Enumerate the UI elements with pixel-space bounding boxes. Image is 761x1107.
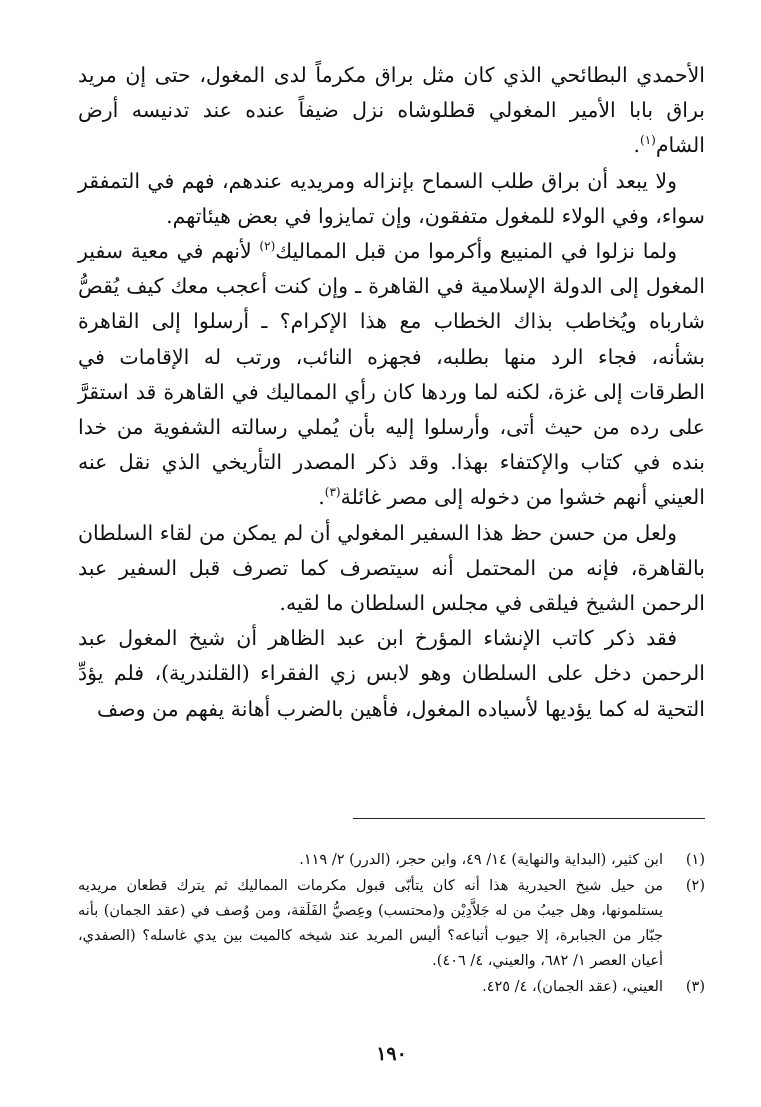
- footnote-1: [78, 848, 705, 873]
- footnote-divider: [353, 818, 705, 819]
- footnote-3: [78, 975, 705, 1000]
- paragraph-3-tail: لأنهم في معية سفير المغول إلى الدولة الإسلامية في القاهرة ـ وإن كنت أعجب معك كيف يُقصُّ شارباه ويُخاطب بذاك الخطاب مع هذا الإكرام؟ ـ أرسلوا إلى القاهرة بشأنه، فجاء الرد منها بطلبه، فجهزه النائب، ورتب له الإقامات في الطرقات إلى غزة، لكنه لما وردها كان رأي المماليك في القاهرة قد استقرَّ على رده من حيث أتى، وأرسلوا إليه بأن يُملي رسالته الشفوية من خدا بنده في كتاب والإكتفاء بهذا. وقد ذكر المصدر التأريخي الذي نقل عنه العيني أنهم خشوا من دخوله إلى مصر غائلة: [78, 239, 705, 510]
- book-page: [78, 58, 705, 1098]
- footnote-ref-1: (١): [640, 133, 656, 148]
- footnote-text: ابن كثير، (البداية والنهاية) ١٤/ ٤٩، وابن حجر، (الدرر) ٢/ ١١٩.: [299, 852, 663, 868]
- paragraph-3: [78, 234, 705, 516]
- paragraph-5: [78, 621, 705, 727]
- paragraph-4-text: ولعل من حسن حظ هذا السفير المغولي أن لم يمكن من لقاء السلطان بالقاهرة، فإنه من المحتمل أنه سيتصرف كما تصرف قبل السفير عبد الرحمن الشيخ فيلقى في مجلس السلطان ما لقيه.: [78, 520, 705, 616]
- paragraph-5-text: فقد ذكر كاتب الإنشاء المؤرخ ابن عبد الظاهر أن شيخ المغول عبد الرحمن دخل على السلطان وهو لابس زي الفقراء (القلندرية)، فلم يؤدِّ التحية له كما يؤديها لأسياده المغول، فأهين بالضرب أهانة يفهم من وصف: [78, 626, 705, 721]
- footnote-2: [78, 874, 705, 974]
- paragraph-1: [78, 58, 705, 164]
- footnote-number: (٣): [685, 979, 705, 995]
- paragraph-2-text: ولا يبعد أن براق طلب السماح بإنزاله ومريديه عندهم، فهم في التمفقر سواء، وفي الولاء للمغول متفقون، وإن تمايزوا في بعض هيئاتهم.: [78, 168, 705, 228]
- paragraph-1-tail: .: [633, 133, 640, 158]
- main-text: [78, 58, 705, 727]
- footnote-number: (١): [685, 852, 705, 868]
- footnote-text: من حيل شيخ الحيدرية هذا أنه كان يتأبّى قبول مكرمات المماليك ثم يترك قطعان مريديه يستلمونها، وهل جيبُ من له جَلاَّدِيْن و(محتسب) وعِصيُّ الفَلَقة، ومن وُصف في (عقد الجمان) بأنه جبّار من الجبابرة، إلا جيوب أتباعه؟ أليس المريد عند شيخه كالميت بين يدي غاسله؟ (الصفدي، أعيان العصر ١/ ٦٨٢، والعيني، ٤/ ٤٠٦).: [78, 878, 663, 969]
- page-number: ١٩٠: [376, 1043, 407, 1065]
- footnote-text: العيني، (عقد الجمان)، ٤/ ٤٢٥.: [482, 979, 663, 995]
- footnote-ref-2: (٢): [259, 239, 276, 254]
- paragraph-3-text: ولما نزلوا في المنيبع وأكرموا من قبل المماليك: [275, 239, 677, 264]
- paragraph-4: [78, 516, 705, 622]
- footnotes: [78, 848, 705, 1001]
- paragraph-2: [78, 164, 705, 234]
- paragraph-1-text: الأحمدي البطائحي الذي كان مثل براق مكرماً لدى المغول، حتى إن مريد براق بابا الأمير المغولي قطلوشاه نزل ضيفاً عنده عند تدنيسه أرض الشام: [78, 63, 705, 158]
- footnote-number: (٢): [685, 878, 705, 894]
- paragraph-3-end: .: [318, 485, 325, 510]
- footnote-ref-3: (٣): [324, 485, 341, 500]
